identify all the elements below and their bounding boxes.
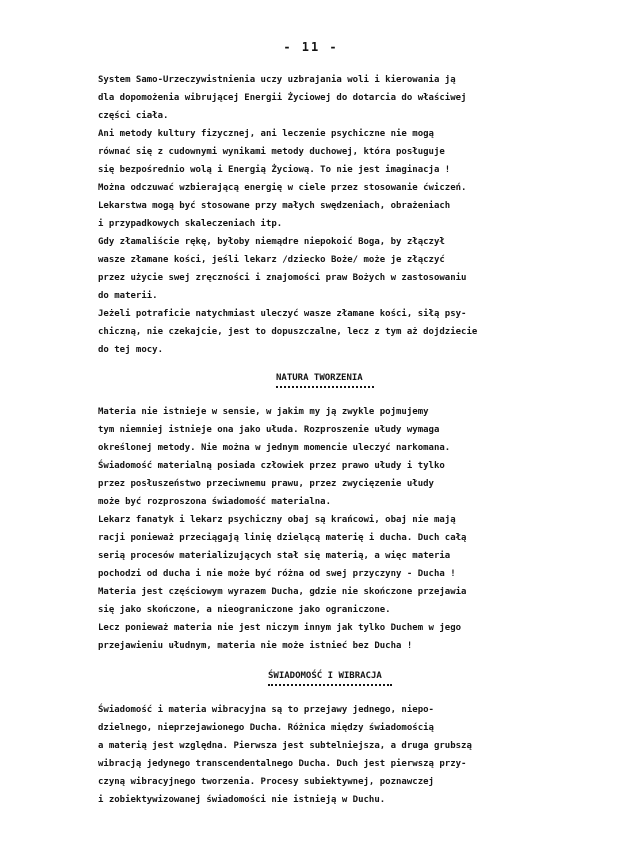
text-line: dla dopomożenia wibrującej Energii Życiowej do dotarcia do właściwej <box>98 93 467 103</box>
text-line: tym niemniej istnieje ona jako ułuda. Rozproszenie ułudy wymaga <box>98 425 440 435</box>
text-line: może być rozproszona świadomość materialna. <box>98 497 331 507</box>
text-line: Gdy złamaliście rękę, byłoby niemądre niepokoić Boga, by złączył <box>98 237 445 247</box>
text-line: pochodzi od ducha i nie może być różna od swej przyczyny - Ducha ! <box>98 569 456 579</box>
text-line: Świadomość materialną posiada człowiek przez prawo ułudy i tylko <box>98 461 445 471</box>
text-line: chiczną, nie czekajcie, jest to dopuszczalne, lecz z tym aż dojdziecie <box>98 327 478 337</box>
text-line: Świadomość i materia wibracyjna są to przejawy jednego, niepo- <box>98 705 434 715</box>
text-line: Lekarz fanatyk i lekarz psychiczny obaj są krańcowi, obaj nie mają <box>98 515 456 525</box>
text-line: przejawieniu ułudnym, materia nie może istnieć bez Ducha ! <box>98 641 413 651</box>
text-line: czyną wibracyjnego tworzenia. Procesy subiektywnej, poznawczej <box>98 777 434 787</box>
heading-underline <box>268 684 392 686</box>
text-line: przez posłuszeństwo przeciwnemu prawu, przez zwycięzenie ułudy <box>98 479 434 489</box>
text-line: serią procesów materializujących stał się materią, a więc materia <box>98 551 451 561</box>
text-line: Można odczuwać wzbierającą energię w ciele przez stosowanie ćwiczeń. <box>98 183 467 193</box>
text-line: do materii. <box>98 291 158 301</box>
text-line: wasze złamane kości, jeśli lekarz /dziecko Boże/ może je złączyć <box>98 255 445 265</box>
text-line: przez użycie swej zręczności i znajomości praw Bożych w zastosowaniu <box>98 273 467 283</box>
text-line: Materia jest częściowym wyrazem Ducha, gdzie nie skończone przejawia <box>98 587 467 597</box>
text-line: Lecz ponieważ materia nie jest niczym innym jak tylko Duchem w jego <box>98 623 462 633</box>
text-line: Jeżeli potraficie natychmiast uleczyć wasze złamane kości, siłą psy- <box>98 309 467 319</box>
text-line: dzielnego, nieprzejawionego Ducha. Różnica między świadomością <box>98 723 434 733</box>
text-line: określonej metody. Nie można w jednym momencie uleczyć narkomana. <box>98 443 451 453</box>
text-line: części ciała. <box>98 111 169 121</box>
text-line: System Samo-Urzeczywistnienia uczy uzbrajania woli i kierowania ją <box>98 75 456 85</box>
text-line: Ani metody kultury fizycznej, ani leczenie psychiczne nie mogą <box>98 129 434 139</box>
page-number: - 11 - <box>283 40 339 54</box>
text-line: Materia nie istnieje w sensie, w jakim my ją zwykle pojmujemy <box>98 407 429 417</box>
text-line: i zobiektywizowanej świadomości nie istnieją w Duchu. <box>98 795 386 805</box>
text-line: się jako skończone, a nieograniczone jako ograniczone. <box>98 605 391 615</box>
section-heading-natura-tworzenia: NATURA TWORZENIA <box>276 373 363 383</box>
heading-underline <box>276 386 374 388</box>
section-heading-swiadomosc-i-wibracja: ŚWIADOMOŚĆ I WIBRACJA <box>268 671 382 681</box>
text-line: a materią jest względna. Pierwsza jest subtelniejsza, a druga grubszą <box>98 741 472 751</box>
text-line: równać się z cudownymi wynikami metody duchowej, która posługuje <box>98 147 445 157</box>
text-line: Lekarstwa mogą być stosowane przy małych swędzeniach, obrażeniach <box>98 201 451 211</box>
text-line: wibracją jedynego transcendentalnego Ducha. Duch jest pierwszą przy- <box>98 759 467 769</box>
text-line: się bezpośrednio wolą i Energią Życiową. To nie jest imaginacja ! <box>98 165 451 175</box>
text-line: do tej mocy. <box>98 345 164 355</box>
text-line: i przypadkowych skaleczeniach itp. <box>98 219 283 229</box>
text-line: racji ponieważ przeciągają linię dzielącą materię i ducha. Duch całą <box>98 533 467 543</box>
